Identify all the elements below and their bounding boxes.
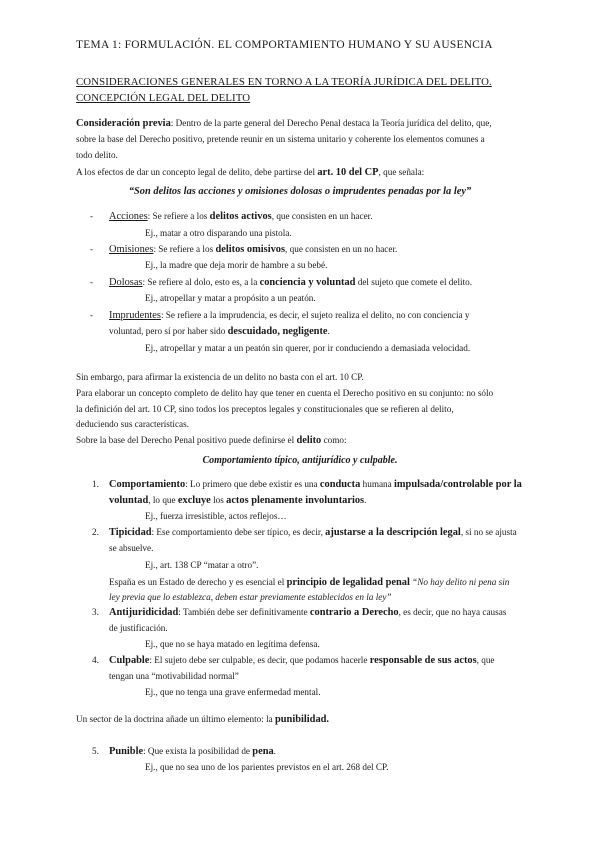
item-comportamiento: Comportamiento: Lo primero que debe existir es una conducta humana impulsada/controlable por la [109,479,522,490]
item-example: Ej., que no se haya matado en legítima defensa. [145,639,320,649]
para-line3: la definición del art. 10 CP, sino todos los preceptos legales y constitucionales que se refieren al delito, [76,404,454,414]
legality-principle-line2: ley previa que lo establezca, deben estar previamente establecidos en la ley” [109,592,392,602]
list-item-dolosas: Dolosas: Se refiere al dolo, esto es, a la conciencia y voluntad del sujeto que comete el delito. [109,277,473,288]
doctrine-note: Un sector de la doctrina añade un último elemento: la punibilidad. [76,714,330,725]
list-item-example: Ej., matar a otro disparando una pistola. [145,228,292,238]
item-culpable: Culpable: El sujeto debe ser culpable, es decir, que podamos hacerle responsable de sus actos, que [109,655,495,666]
legality-principle: España es un Estado de derecho y es esencial el principio de legalidad penal “No hay delito ni pena sin [109,577,510,588]
list-item-example: Ej., atropellar y matar a un peatón sin querer, por ir conduciendo a demasiada velocidad. [145,343,471,353]
para-line1: Sin embargo, para afirmar la existencia de un delito no basta con el art. 10 CP. [76,372,364,382]
list-item-imprudentes-line2: voluntad, pero sí por haber sido descuidado, negligente. [109,326,330,337]
item-example: Ej., fuerza irresistible, actos reflejos… [145,511,287,521]
intro-line2: sobre la base del Derecho positivo, pretende reunir en un sistema unitario y coherente los elementos comunes a [76,134,485,144]
list-item-acciones: Acciones: Se refiere a los delitos activos, que consisten en un hacer. [109,211,373,222]
list-number: 2. [92,527,99,537]
item-culpable-line2: tengan una “motivabilidad normal” [109,671,239,681]
list-number: 4. [92,655,99,665]
item-example: Ej., que no tenga una grave enfermedad mental. [145,687,321,697]
section-heading-line1: CONSIDERACIONES GENERALES EN TORNO A LA TEORÍA JURÍDICA DEL DELITO. [76,76,492,88]
item-antijuridicidad-line2: de justificación. [109,623,168,633]
section-heading-line2: CONCEPCIÓN LEGAL DEL DELITO [76,92,251,104]
item-tipicidad-line2: se absuelve. [109,543,154,553]
intro-line3: todo delito. [76,150,118,160]
list-item-example: Ej., atropellar y matar a propósito a un peatón. [145,293,316,303]
legal-definition: A los efectos de dar un concepto legal de delito, debe partirse del art. 10 del CP, que señala: [76,167,425,178]
item-comportamiento-line2: voluntad, lo que excluye los actos plenamente involuntarios. [109,495,367,506]
para-line5: Sobre la base del Derecho Penal positivo puede definirse el delito como: [76,435,347,446]
para-line4: deduciendo sus características. [76,419,190,429]
item-punible: Punible: Que exista la posibilidad de pena. [109,746,276,757]
list-item-omisiones: Omisiones: Se refiere a los delitos omisivos, que consisten en un no hacer. [109,244,398,255]
list-number: 3. [92,607,99,617]
page-title: TEMA 1: FORMULACIÓN. EL COMPORTAMIENTO HUMANO Y SU AUSENCIA [76,39,493,51]
list-dash: - [90,244,94,254]
intro-line1: Consideración previa: Dentro de la parte general del Derecho Penal destaca la Teoría jurídica del delito, que, [76,118,492,129]
intro-label: Consideración previa [76,118,171,129]
item-antijuridicidad: Antijuridicidad: También debe ser definitivamente contrario a Derecho, es decir, que no haya causas [109,607,507,618]
item-example: Ej., que no sea uno de los parientes previstos en el art. 268 del CP. [145,762,389,772]
list-number: 5. [92,746,99,756]
list-dash: - [90,310,94,320]
legal-quote: “Son delitos las acciones y omisiones dolosas o imprudentes penadas por la ley” [128,186,472,197]
list-dash: - [90,277,94,287]
item-example: Ej., art. 138 CP “matar a otro”. [145,560,259,570]
definition-center: Comportamiento típico, antijurídico y culpable. [202,455,398,466]
list-number: 1. [92,479,99,489]
list-item-imprudentes: Imprudentes: Se refiere a la imprudencia, es decir, el sujeto realiza el delito, no con conciencia y [109,310,470,321]
list-item-example: Ej., la madre que deja morir de hambre a su bebé. [145,260,328,270]
para-line2: Para elaborar un concepto completo de delito hay que tener en cuenta el Derecho positivo en su conjunto: no sólo [76,388,494,398]
list-dash: - [90,211,94,221]
item-tipicidad: Tipicidad: Ese comportamiento debe ser típico, es decir, ajustarse a la descripción legal, si no se ajusta [109,527,517,538]
